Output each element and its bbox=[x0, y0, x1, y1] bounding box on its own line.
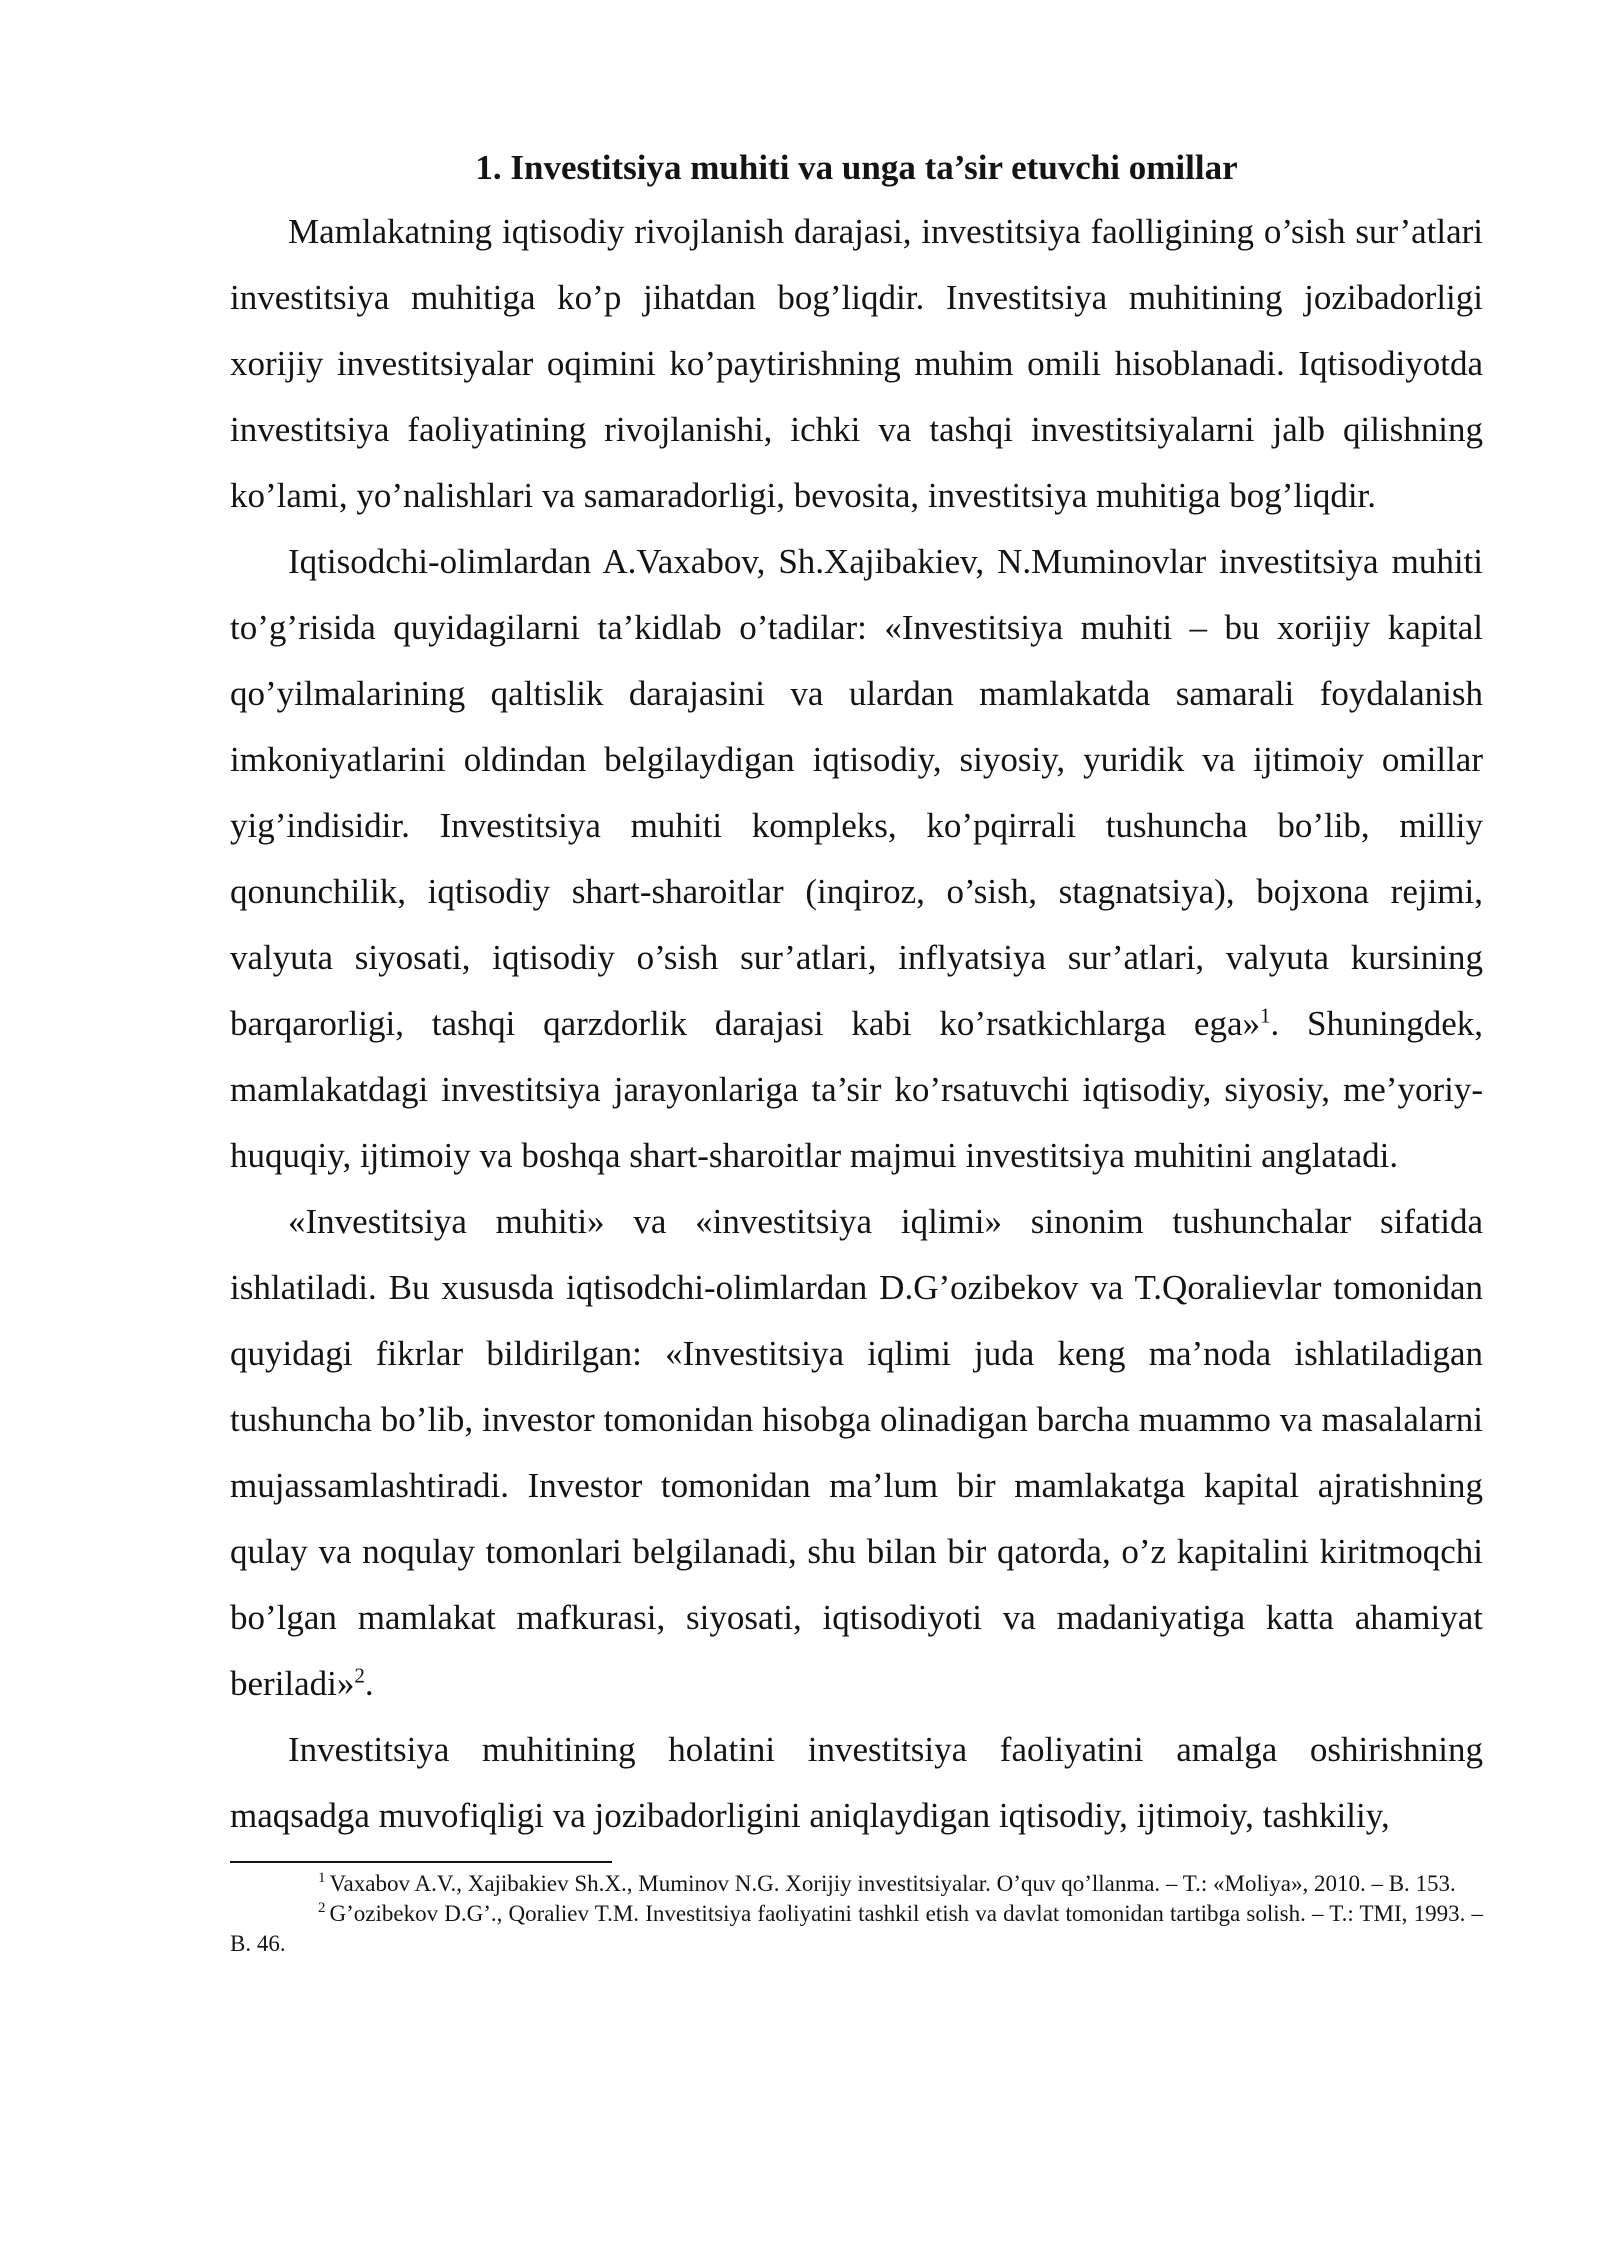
footnote-marker-2: 2 bbox=[318, 1900, 326, 1917]
footnote-marker-1: 1 bbox=[318, 1870, 326, 1887]
paragraph-3-text: «Investitsiya muhiti» va «investitsiya iqlimi» sinonim tushunchalar sifatida ishlatiladi. Bu xususda iqtisodchi-olimlardan D.G’ozibekov va T.Qoralievlar tomonidan quyidagi fikrlar bildirilgan: «Investitsiya iqlimi juda keng ma’noda ishlatiladigan tushuncha bo’lib, investor tomonidan hisobga olinadigan barcha muammo va masalalarni mujassamlashtiradi. Investor tomonidan ma’lum bir mamlakatga kapital ajratishning qulay va noqulay tomonlari belgilanadi, shu bilan bir qatorda, o’z kapitalini kiritmoqchi bo’lgan mamlakat mafkurasi, siyosati, iqtisodiyoti va madaniyatiga katta ahamiyat beriladi» bbox=[230, 1202, 1483, 1703]
footnote-ref-1[interactable]: 1 bbox=[1260, 1003, 1271, 1028]
paragraph-1 bbox=[230, 199, 1483, 529]
section-title: 1. Investitsiya muhiti va unga ta’sir etuvchi omillar bbox=[475, 148, 1238, 187]
footnote-2-text: G’ozibekov D.G’., Qoraliev T.M. Investitsiya faoliyatini tashkil etish va davlat tomonidan tartibga solish. – T.: TMI, 1993. – B. 46. bbox=[230, 1901, 1483, 1956]
footnote-1-text: Vaxabov A.V., Xajibakiev Sh.X., Muminov N.G. Xorijiy investitsiyalar. O’quv qo’llanma. – T.: «Moliya», 2010. – B. 153. bbox=[329, 1871, 1456, 1896]
paragraph-2-tail: . Shuningdek, mamlakatdagi investitsiya jarayonlariga ta’sir ko’rsatuvchi iqtisodiy, siyosiy, me’yoriy-huquqiy, ijtimoiy va boshqa shart-sharoitlar majmui investitsiya muhitini anglatadi. bbox=[230, 1004, 1484, 1175]
footnote-divider bbox=[230, 1861, 612, 1863]
paragraph-3 bbox=[230, 1189, 1483, 1717]
paragraph-2 bbox=[230, 529, 1483, 1189]
paragraph-3-tail: . bbox=[364, 1664, 374, 1703]
document-page bbox=[230, 145, 1483, 1959]
footnote-ref-2[interactable]: 2 bbox=[354, 1663, 365, 1688]
footnote-2 bbox=[230, 1899, 1483, 1959]
footnote-1 bbox=[230, 1869, 1483, 1899]
paragraph-1-text: Mamlakatning iqtisodiy rivojlanish darajasi, investitsiya faolligining o’sish sur’atlari investitsiya muhitiga ko’p jihatdan bog’liqdir. Investitsiya muhitining jozibadorligi xorijiy investitsiyalar oqimini ko’paytirishning muhim omili hisoblanadi. Iqtisodiyotda investitsiya faoliyatining rivojlanishi, ichki va tashqi investitsiyalarni jalb qilishning ko’lami, yo’nalishlari va samaradorligi, bevosita, investitsiya muhitiga bog’liqdir. bbox=[230, 212, 1483, 515]
paragraph-4 bbox=[230, 1717, 1483, 1849]
paragraph-4-text: Investitsiya muhitining holatini investitsiya faoliyatini amalga oshirishning maqsadga muvofiqligi va jozibadorligini aniqlaydigan iqtisodiy, ijtimoiy, tashkiliy, bbox=[230, 1730, 1483, 1835]
paragraph-2-text: Iqtisodchi-olimlardan A.Vaxabov, Sh.Xajibakiev, N.Muminovlar investitsiya muhiti to’g’risida quyidagilarni ta’kidlab o’tadilar: «Investitsiya muhiti – bu xorijiy kapital qo’yilmalarining qaltislik darajasini va ulardan mamlakatda samarali foydalanish imkoniyatlarini oldindan belgilaydigan iqtisodiy, siyosiy, yuridik va ijtimoiy omillar yig’indisidir. Investitsiya muhiti kompleks, ko’pqirrali tushuncha bo’lib, milliy qonunchilik, iqtisodiy shart-sharoitlar (inqiroz, o’sish, stagnatsiya), bojxona rejimi, valyuta siyosati, iqtisodiy o’sish sur’atlari, inflyatsiya sur’atlari, valyuta kursining barqarorligi, tashqi qarzdorlik darajasi kabi ko’rsatkichlarga ega» bbox=[230, 542, 1483, 1043]
